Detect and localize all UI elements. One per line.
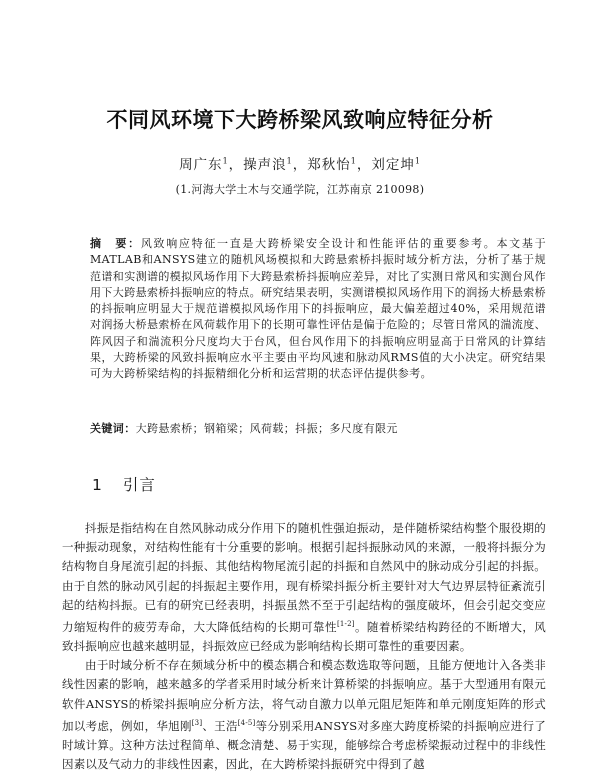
- section-number: 1: [92, 476, 103, 494]
- section-heading: [92, 473, 156, 495]
- affiliation: (1.河海大学土木与交通学院，江苏南京 210098): [175, 183, 425, 196]
- author-separator: ，: [292, 157, 308, 173]
- citation: [4-5]: [237, 718, 256, 727]
- paragraph-text: 抖振是指结构在自然风脉动成分作用下的随机性强迫振动，是伴随桥梁结构整个服役期的一种振动现象，对结构性能有十分重要的影响。根据引起抖振脉动风的来源，一般将抖振分为结构物自身尾流引起的抖振、其他结构物尾流引起的抖振和自然风中的脉动成分引起的抖振。由于自然的脉动风引起的抖振起主要作用，现有桥梁抖振分析主要针对大气边界层特征紊流引起的结构抖振。已有的研究已经表明，抖振虽然不至于引起结构的强度破坏，但会引起交变应力缩短构件的疲劳寿命，大大降低结构的长期可靠性: [62, 521, 546, 634]
- paper-title: 不同风环境下大跨桥梁风致响应特征分析: [106, 108, 494, 132]
- author-name: 操声浪: [243, 157, 287, 173]
- keywords: [90, 420, 546, 436]
- paragraph-text: 等分别采用ANSYS对多座大跨度桥梁的抖振响应进行了时域计算。这种方法过程简单、概念清楚、易于实现，能够综合考虑桥梁振动过程中的非线性因素以及气动力的非线性因素，因此，在大跨桥梁抖振研究中得到了越: [62, 718, 546, 772]
- author-affil-mark: 1: [286, 156, 293, 166]
- citation: [1-2]: [336, 620, 355, 629]
- paragraph: [62, 519, 546, 656]
- author-name: 刘定坤: [371, 157, 415, 173]
- abstract: [90, 236, 546, 383]
- citation: [3]: [191, 718, 203, 727]
- body-text: [62, 519, 546, 774]
- paragraph: [62, 656, 546, 774]
- paragraph-text: 。随着桥梁结构跨径的不断增大，风致抖振响应也越来越明显，抖振效应已经成为影响结构长期可靠性的重要因素。: [62, 619, 546, 654]
- author-affil-mark: 1: [350, 156, 357, 166]
- abstract-label: 摘 要：: [90, 237, 141, 250]
- abstract-text: 风致响应特征一直是大跨桥梁安全设计和性能评估的重要参考。本文基于MATLAB和ANSYS建立的随机风场模拟和大跨悬索桥抖振时域分析方法，分析了基于规范谱和实测谱的模拟风场作用下大跨悬索桥抖振响应差异，对比了实测日常风和实测台风作用下大跨悬索桥抖振响应的特点。研究结果表明，实测谱模拟风场作用下的润扬大桥悬索桥的抖振响应明显大于规范谱模拟风场作用下的抖振响应，最大偏差超过40%，采用规范谱对润扬大桥悬索桥在风荷载作用下的长期可靠性评估是偏于危险的；尽管日常风的湍流度、阵风因子和湍流积分尺度均大于台风，但台风作用下的抖振响应明显高于日常风的计算结果，大跨桥梁的风致抖振响应水平主要由平均风速和脉动风RMS值的大小决定。研究结果可为大跨桥梁结构的抖振精细化分析和运营期的状态评估提供参考。: [90, 237, 546, 381]
- author-separator: ，: [356, 157, 372, 173]
- section-title: 引言: [122, 476, 156, 494]
- keywords-label: 关键词：: [90, 422, 136, 435]
- paragraph-text: 、王浩: [202, 718, 238, 733]
- author-name: 郑秋怡: [307, 157, 351, 173]
- keywords-text: 大跨悬索桥；钢箱梁；风荷载；抖振；多尺度有限元: [135, 422, 398, 435]
- paragraph-text: 由于时域分析不存在频域分析中的模态耦合和模态数选取等问题，且能方便地计入各类非线性因素的影响，越来越多的学者采用时域分析来计算桥梁的抖振响应。基于大型通用有限元软件ANSYS的桥梁抖振响应分析方法，将气动自激力以单元阻尼矩阵和单元刚度矩阵的形式加以考虑，例如，华旭刚: [62, 658, 546, 733]
- author-separator: ，: [228, 157, 244, 173]
- author-list: [40, 153, 560, 173]
- author-affil-mark: 1: [222, 156, 229, 166]
- author-affil-mark: 1: [414, 156, 421, 166]
- author-name: 周广东: [179, 157, 223, 173]
